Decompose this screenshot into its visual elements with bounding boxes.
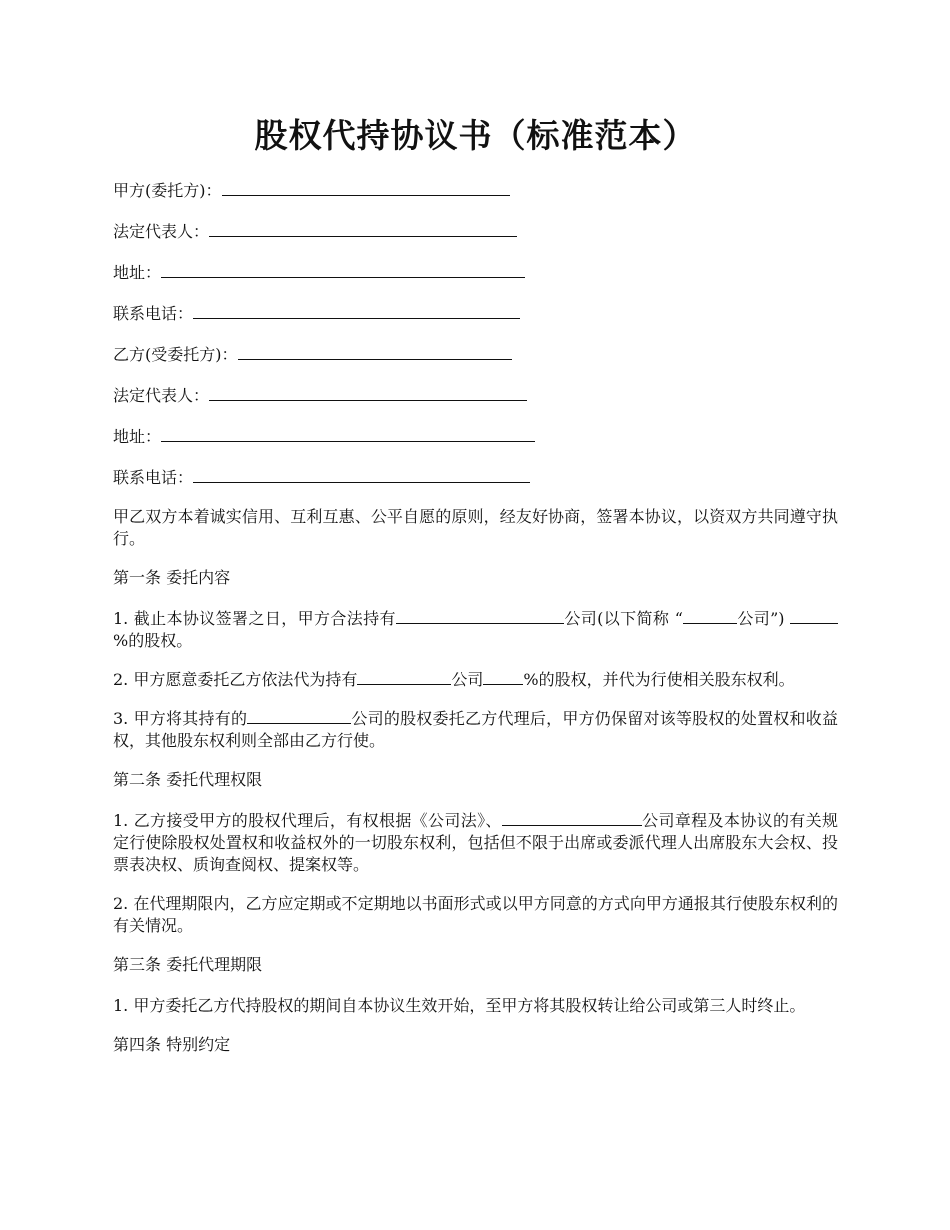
party-fields bbox=[113, 178, 838, 489]
party-b-rep-blank[interactable] bbox=[209, 383, 527, 401]
article-3-heading: 第三条 委托代理期限 bbox=[113, 955, 263, 974]
party-a-name-blank[interactable] bbox=[222, 178, 510, 196]
party-a-address-blank[interactable] bbox=[161, 260, 525, 278]
party-a-phone-blank[interactable] bbox=[193, 301, 520, 319]
company-name-blank[interactable] bbox=[396, 608, 564, 624]
article-4-heading: 第四条 特别约定 bbox=[113, 1035, 231, 1054]
company-name-blank[interactable] bbox=[357, 669, 451, 685]
party-a-rep-field: 法定代表人： bbox=[113, 219, 838, 243]
article-2-clause-1: 1. 乙方接受甲方的股权代理后，有权根据《公司法》、 公司章程及本协议的有关规定行使除股权处置权和收益权外的一切股东权利，包括但不限于出席或委派代理人出席股东大会权、投票表决权、质询查阅权、提案权等。 bbox=[113, 811, 838, 874]
party-b-phone-field: 联系电话： bbox=[113, 465, 838, 489]
party-a-phone-field: 联系电话： bbox=[113, 301, 838, 325]
company-name-blank[interactable] bbox=[247, 708, 351, 724]
article-1-clause-1: 1. 截止本协议签署之日，甲方合法持有 公司(以下简称 “ 公司”) %的股权。 bbox=[113, 608, 838, 652]
article-2-heading: 第二条 委托代理权限 bbox=[113, 770, 263, 789]
party-a-address-field: 地址： bbox=[113, 260, 838, 284]
document-title: 股权代持协议书（标准范本） bbox=[254, 116, 697, 155]
intro-paragraph: 甲乙双方本着诚实信用、互利互惠、公平自愿的原则，经友好协商，签署本协议，以资双方共同遵守执行。 bbox=[113, 507, 838, 548]
party-b-name-blank[interactable] bbox=[238, 342, 512, 360]
party-b-rep-field: 法定代表人： bbox=[113, 383, 838, 407]
article-2-clause-2: 2. 在代理期限内，乙方应定期或不定期地以书面形式或以甲方同意的方式向甲方通报其行使股东权利的有关情况。 bbox=[113, 894, 838, 935]
party-b-phone-blank[interactable] bbox=[193, 465, 530, 483]
article-1-clause-2: 2. 甲方愿意委托乙方依法代为持有 公司 %的股权，并代为行使相关股东权利。 bbox=[113, 670, 795, 689]
party-b-address-field: 地址： bbox=[113, 424, 838, 448]
share-percent-blank[interactable] bbox=[790, 608, 838, 624]
article-1-heading: 第一条 委托内容 bbox=[113, 568, 231, 587]
article-1-clause-3: 3. 甲方将其持有的 公司的股权委托乙方代理后，甲方仍保留对该等股权的处置权和收益权，其他股东权利则全部由乙方行使。 bbox=[113, 709, 838, 750]
article-3-clause-1: 1. 甲方委托乙方代持股权的期间自本协议生效开始，至甲方将其股权转让给公司或第三人时终止。 bbox=[113, 996, 806, 1015]
share-percent-blank[interactable] bbox=[483, 669, 523, 685]
party-b-address-blank[interactable] bbox=[161, 424, 535, 442]
party-a-name-field: 甲方(委托方)： bbox=[113, 178, 838, 202]
company-short-name-blank[interactable] bbox=[683, 608, 737, 624]
company-name-blank[interactable] bbox=[502, 810, 642, 826]
party-a-rep-blank[interactable] bbox=[209, 219, 517, 237]
party-b-name-field: 乙方(受委托方)： bbox=[113, 342, 838, 366]
